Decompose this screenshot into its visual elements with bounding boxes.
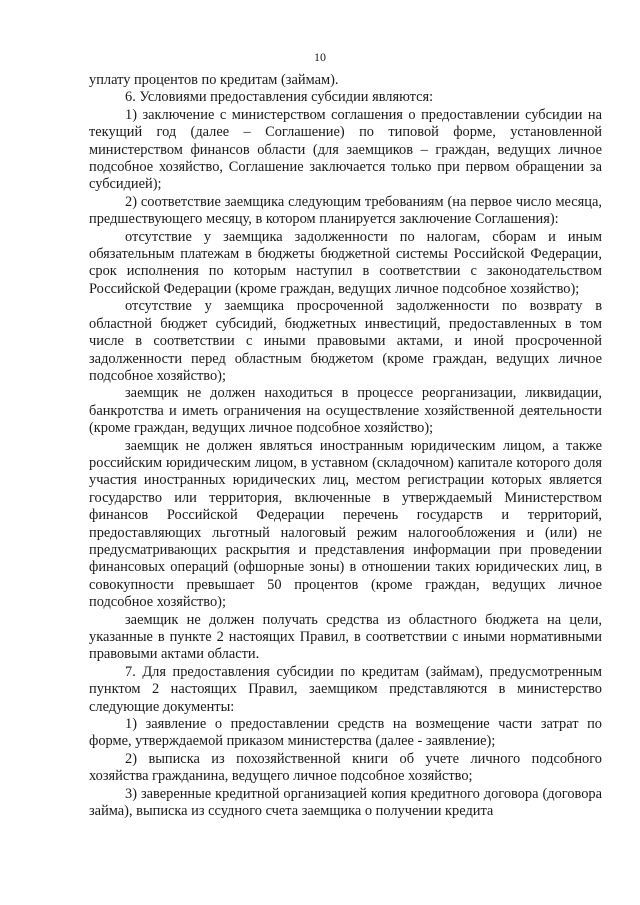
paragraph: уплату процентов по кредитам (займам). bbox=[89, 72, 339, 88]
document-body bbox=[89, 72, 602, 820]
page-number: 10 bbox=[314, 50, 326, 64]
paragraph: 3) заверенные кредитной организацией копия кредитного договора (договора займа), выписка из ссудного счета заемщика о получении кредита bbox=[89, 785, 602, 820]
paragraph: отсутствие у заемщика задолженности по налогам, сборам и иным обязательным платежам в бюджеты бюджетной системы Российской Федерации, срок исполнения по которым наступил в соответствии с законодательством Российской Федерации (кроме граждан, ведущих личное подсобное хозяйство); bbox=[89, 228, 602, 297]
paragraph: заемщик не должен получать средства из областного бюджета на цели, указанные в пункте 2 настоящих Правил, в соответствии с иными нормативными правовыми актами области. bbox=[89, 611, 602, 663]
paragraph: отсутствие у заемщика просроченной задолженности по возврату в областной бюджет субсидий, бюджетных инвестиций, предоставленных в том числе в соответствии с иными правовыми актами, и иной просроченной задолженности перед областным бюджетом (кроме граждан, ведущих личное подсобное хозяйство); bbox=[89, 298, 602, 384]
paragraph: 1) заявление о предоставлении средств на возмещение части затрат по форме, утверждаемой приказом министерства (далее - заявление); bbox=[89, 716, 602, 750]
paragraph: 2) выписка из похозяйственной книги об учете личного подсобного хозяйства гражданина, ведущего личное подсобное хозяйство; bbox=[89, 750, 602, 785]
paragraph: 7. Для предоставления субсидии по кредитам (займам), предусмотренным пунктом 2 настоящих Правил, заемщиком представляются в министерство следующие документы: bbox=[89, 663, 602, 715]
paragraph: заемщик не должен находиться в процессе реорганизации, ликвидации, банкротства и иметь ограничения на осуществление хозяйственной деятельности (кроме граждан, ведущих личное подсобное хозяйство); bbox=[89, 385, 602, 437]
paragraph: 2) соответствие заемщика следующим требованиям (на первое число месяца, предшествующего месяцу, в котором планируется заключение Соглашения): bbox=[89, 193, 602, 228]
paragraph: заемщик не должен являться иностранным юридическим лицом, а также российским юридическим лицом, в уставном (складочном) капитале которого доля участия иностранных юридических лиц, местом регистрации которых является государство или территория, включенные в утверждаемый Министерством финансов Российской Федерации перечень государств и территорий, предоставляющих льготный налоговый режим налогообложения и (или) не предусматривающих раскрытия и представления информации при проведении финансовых операций (офшорные зоны) в отношении таких юридических лиц, в совокупности превышает 50 процентов (кроме граждан, ведущих личное подсобное хозяйство); bbox=[89, 437, 602, 611]
paragraph: 6. Условиями предоставления субсидии являются: bbox=[125, 89, 434, 106]
paragraph: 1) заключение с министерством соглашения о предоставлении субсидии на текущий год (далее – Соглашение) по типовой форме, установленной министерством финансов области (для заемщиков – граждан, ведущих личное подсобное хозяйство, Соглашение заключается только при первом обращении за субсидией); bbox=[89, 106, 602, 193]
